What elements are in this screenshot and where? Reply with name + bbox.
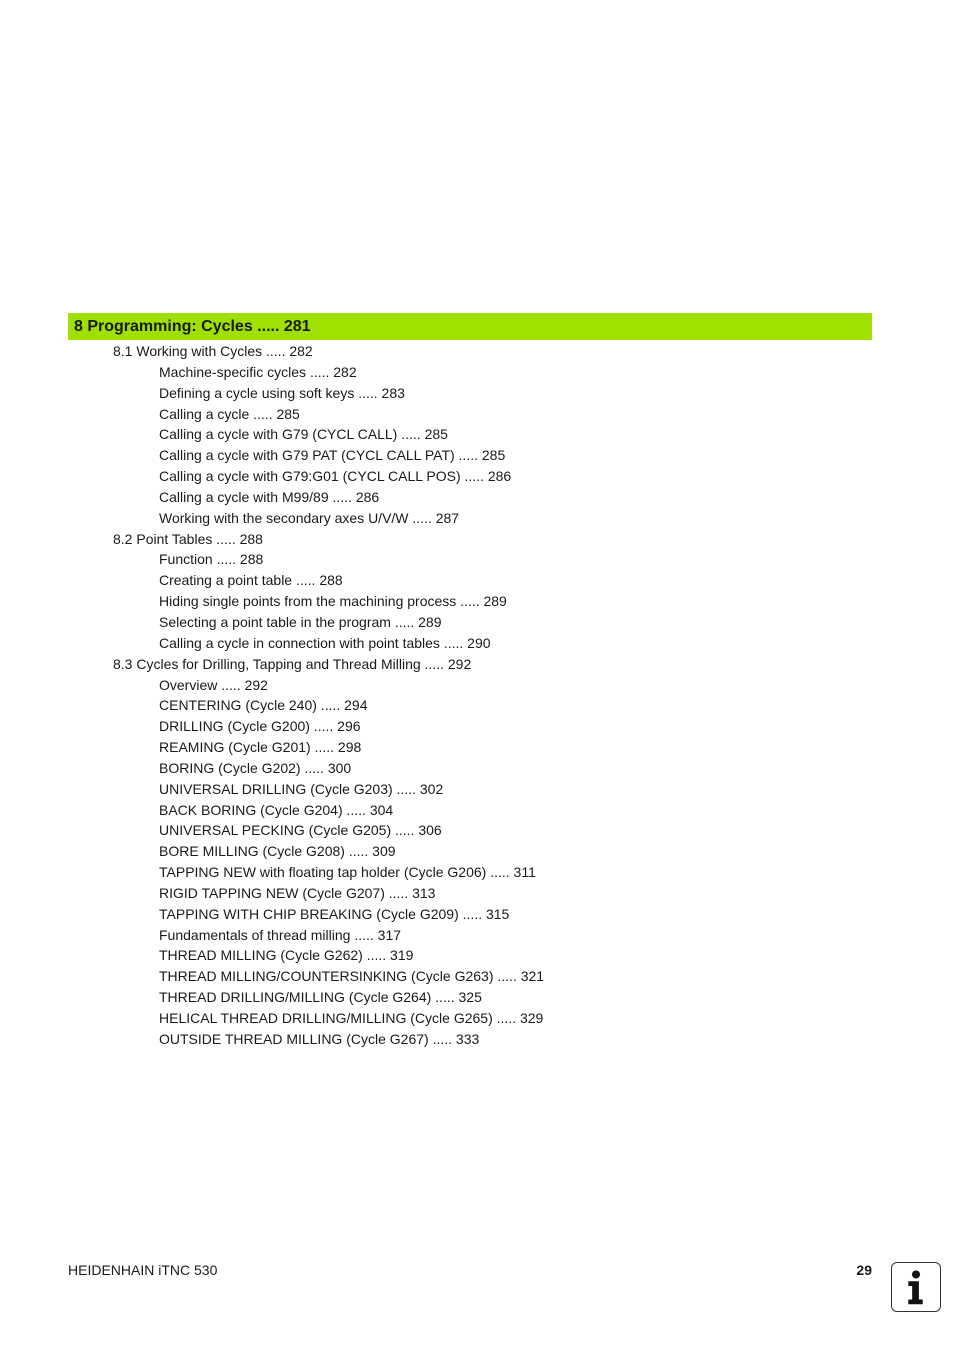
page-number: 29 — [856, 1262, 872, 1278]
toc-subsection-entry[interactable]: Calling a cycle in connection with point tables ..... 290 — [159, 634, 491, 651]
toc-subsection-entry[interactable]: Calling a cycle ..... 285 — [159, 405, 300, 422]
toc-subsection-entry[interactable]: THREAD MILLING/COUNTERSINKING (Cycle G263) ..... 321 — [159, 968, 545, 985]
toc-subsection-entry[interactable]: CENTERING (Cycle 240) ..... 294 — [159, 697, 368, 714]
info-icon[interactable] — [891, 1262, 941, 1312]
toc-subsection-entry[interactable]: Calling a cycle with G79 PAT (CYCL CALL PAT) ..... 285 — [159, 447, 506, 464]
toc-section-entry[interactable]: 8.2 Point Tables ..... 288 — [113, 530, 263, 547]
toc-subsection-entry[interactable]: OUTSIDE THREAD MILLING (Cycle G267) ..... 333 — [159, 1030, 480, 1047]
toc-subsection-entry[interactable]: REAMING (Cycle G201) ..... 298 — [159, 739, 362, 756]
toc-subsection-entry[interactable]: UNIVERSAL PECKING (Cycle G205) ..... 306 — [159, 822, 442, 839]
toc-subsection-entry[interactable]: Defining a cycle using soft keys ..... 283 — [159, 384, 405, 401]
toc-subsection-entry[interactable]: Hiding single points from the machining process ..... 289 — [159, 593, 507, 610]
toc-subsection-entry[interactable]: Overview ..... 292 — [159, 676, 268, 693]
chapter-title[interactable]: 8 Programming: Cycles ..... 281 — [74, 318, 311, 335]
toc-subsection-entry[interactable]: Function ..... 288 — [159, 551, 264, 568]
table-of-contents — [0, 341, 954, 1050]
toc-subsection-entry[interactable]: TAPPING WITH CHIP BREAKING (Cycle G209) ..... 315 — [159, 905, 510, 922]
toc-subsection-entry[interactable]: HELICAL THREAD DRILLING/MILLING (Cycle G265) ..... 329 — [159, 1010, 544, 1026]
toc-subsection-entry[interactable]: THREAD DRILLING/MILLING (Cycle G264) ..... 325 — [159, 989, 482, 1006]
toc-subsection-entry[interactable]: Calling a cycle with G79 (CYCL CALL) ..... 285 — [159, 426, 448, 443]
toc-subsection-entry[interactable]: Fundamentals of thread milling ..... 317 — [159, 926, 402, 943]
toc-subsection-entry[interactable]: Creating a point table ..... 288 — [159, 572, 343, 589]
toc-subsection-entry[interactable]: Machine-specific cycles ..... 282 — [159, 363, 357, 380]
toc-section-entry[interactable]: 8.1 Working with Cycles ..... 282 — [113, 343, 313, 359]
toc-section-entry[interactable]: 8.3 Cycles for Drilling, Tapping and Thread Milling ..... 292 — [113, 655, 472, 672]
toc-subsection-entry[interactable]: BORING (Cycle G202) ..... 300 — [159, 759, 352, 776]
toc-subsection-entry[interactable]: BORE MILLING (Cycle G208) ..... 309 — [159, 843, 396, 860]
toc-subsection-entry[interactable]: DRILLING (Cycle G200) ..... 296 — [159, 718, 361, 735]
toc-subsection-entry[interactable]: Calling a cycle with M99/89 ..... 286 — [159, 488, 380, 505]
toc-subsection-entry[interactable]: Calling a cycle with G79:G01 (CYCL CALL POS) ..... 286 — [159, 468, 512, 485]
toc-subsection-entry[interactable]: RIGID TAPPING NEW (Cycle G207) ..... 313 — [159, 884, 436, 901]
footer-product-name: HEIDENHAIN iTNC 530 — [68, 1262, 218, 1278]
toc-subsection-entry[interactable]: Selecting a point table in the program ..... 289 — [159, 613, 442, 630]
toc-subsection-entry[interactable]: UNIVERSAL DRILLING (Cycle G203) ..... 302 — [159, 780, 444, 797]
chapter-heading-bar — [68, 313, 872, 340]
toc-subsection-entry[interactable]: BACK BORING (Cycle G204) ..... 304 — [159, 801, 394, 818]
toc-subsection-entry[interactable]: TAPPING NEW with floating tap holder (Cycle G206) ..... 311 — [159, 864, 536, 881]
toc-subsection-entry[interactable]: THREAD MILLING (Cycle G262) ..... 319 — [159, 947, 414, 964]
toc-subsection-entry[interactable]: Working with the secondary axes U/V/W ..... 287 — [159, 509, 460, 526]
